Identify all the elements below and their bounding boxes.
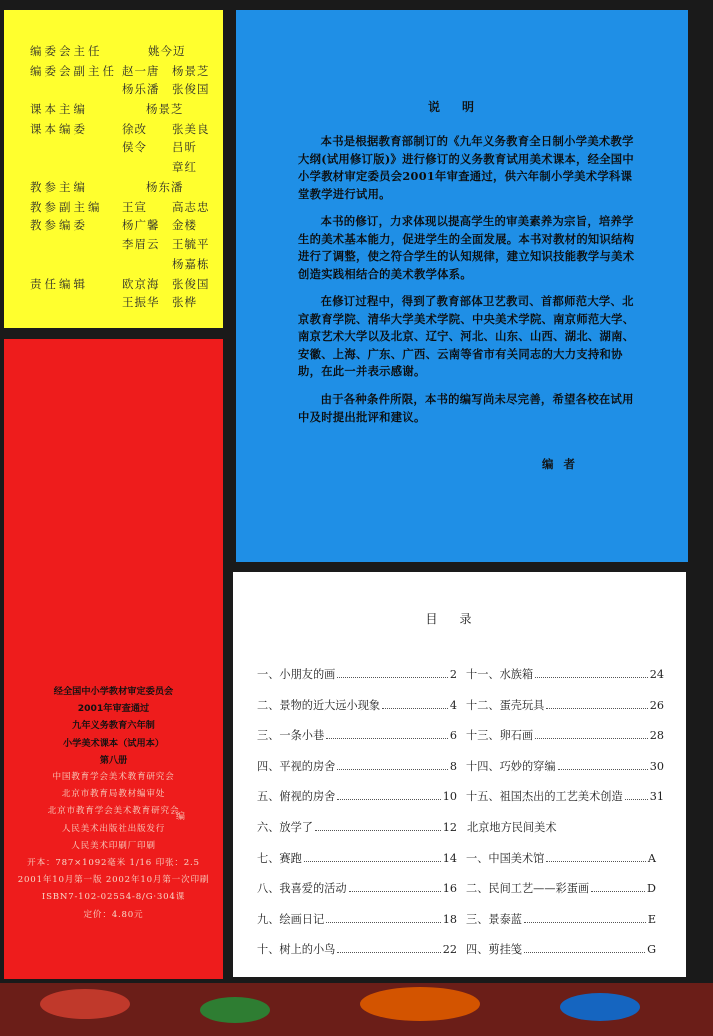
toc-entry — [466, 788, 664, 804]
toc-leader-dots — [591, 890, 645, 892]
credit-name: 杨乐潘 — [122, 82, 160, 96]
publication-detail: 开本：787×1092毫米 1/16 印张：2.5 — [27, 858, 200, 868]
credit-name: 杨广馨 — [122, 218, 160, 232]
credit-name: 欧京海 — [122, 277, 160, 291]
publication-detail: 定价：4.80元 — [83, 909, 144, 920]
publication-detail: ISBN7-102-02554-8/G·304课 — [41, 892, 186, 903]
credit-row — [30, 63, 215, 79]
toc-entry-page: 22 — [442, 943, 457, 957]
credit-name: 杨嘉栋 — [172, 257, 210, 271]
toc-entry-page: D — [647, 882, 656, 896]
credit-name: 王毓平 — [172, 237, 210, 251]
explanation-paragraph: 本书的修订，力求体现以提高学生的审美素养为宗旨，培养学生的美术基本能力，促进学生的全面发展。本书对教材的知识结构进行了调整，使之符合学生的认知规律，建立知识技能教学与美术创造实践相结合的美术教学体系。 — [298, 214, 635, 281]
toc-entry-page: 31 — [649, 790, 664, 804]
toc-entry — [466, 666, 664, 682]
toc-leader-dots — [337, 798, 440, 800]
toc-entry — [257, 758, 457, 774]
toc-entry-page: 26 — [649, 698, 664, 712]
toc-entry-title: 十四、巧妙的穿编 — [466, 759, 556, 773]
toc-leader-dots — [524, 921, 646, 923]
table-of-contents-panel — [233, 572, 686, 977]
toc-entry-page: 4 — [449, 698, 457, 712]
toc-entry-page: 14 — [442, 851, 457, 865]
toc-entry — [257, 850, 457, 866]
toc-leader-dots — [625, 798, 648, 800]
toc-section-heading: 北京地方民间美术 — [467, 821, 557, 834]
toc-entry-page: 18 — [442, 912, 457, 926]
credit-row — [30, 121, 215, 137]
toc-entry — [257, 941, 457, 957]
book-title-line: 第八册 — [99, 754, 128, 766]
credit-role: 编委会主任 — [30, 44, 103, 58]
toc-leader-dots — [326, 737, 448, 739]
toc-entry-title: 十二、蛋壳玩具 — [466, 698, 545, 712]
credit-name: 杨景芝 — [172, 64, 210, 78]
toc-entry-page: 2 — [449, 668, 457, 681]
toc-leader-dots — [326, 921, 441, 923]
toc-entry-page: E — [647, 912, 656, 926]
toc-entry-page: A — [647, 851, 656, 865]
credit-name: 徐改 — [122, 122, 147, 136]
credit-name: 杨景芝 — [146, 102, 184, 116]
credit-role: 编委会副主任 — [30, 64, 117, 78]
approval-line: 2001年审查通过 — [77, 703, 150, 715]
editorial-board-panel — [4, 10, 223, 328]
credit-name: 杨东潘 — [146, 180, 184, 194]
credit-row — [30, 256, 215, 272]
approval-line: 经全国中小学教材审定委员会 — [53, 686, 174, 697]
credit-name: 王宣 — [122, 200, 147, 214]
toc-entry-title: 九、绘画日记 — [257, 912, 325, 926]
credit-name: 赵一唐 — [122, 64, 160, 78]
toc-entry-title: 一、中国美术馆 — [466, 851, 545, 865]
toc-entry-title: 六、放学了 — [257, 821, 313, 834]
credit-row — [30, 217, 215, 233]
toc-entry — [257, 788, 457, 804]
credit-row — [30, 43, 215, 59]
toc-entry-title: 四、剪挂笺 — [466, 943, 522, 957]
credit-row — [30, 236, 215, 252]
toc-entry-title: 十五、祖国杰出的工艺美术创造 — [466, 790, 623, 804]
toc-entry-title: 十三、卵石画 — [466, 729, 534, 743]
toc-title: 目录 — [425, 612, 494, 626]
toc-leader-dots — [337, 951, 440, 953]
toc-leader-dots — [535, 676, 648, 678]
toc-entry-page: 16 — [442, 882, 457, 896]
toc-entry — [466, 758, 664, 774]
credit-role: 教参副主编 — [30, 200, 103, 214]
credit-name: 张桦 — [172, 295, 197, 309]
explanation-paragraph: 在修订过程中，得到了教育部体卫艺教司、首都师范大学、北京教育学院、清华大学美术学院、中央美术学院、南京师范大学、南京艺术大学以及北京、辽宁、河北、山东、山西、湖北、湖南、安徽、上海、广东、广西、云南等省市有关同志的大力支持和协助，在此一并表示感谢。 — [298, 294, 635, 378]
book-title-line: 九年义务教育六年制 — [72, 720, 155, 732]
explanation-paragraph: 由于各种条件所限，本书的编写尚未尽完善，希望各校在试用中及时提出批评和建议。 — [298, 392, 634, 424]
credit-role: 教参编委 — [30, 218, 88, 232]
book-title-line: 小学美术课本（试用本） — [62, 737, 165, 749]
publication-detail: 北京市教育学会美术教育研究会 — [47, 806, 180, 817]
publication-detail: 2001年10月第一版 2002年10月第一次印刷 — [17, 875, 210, 886]
toc-entry-title: 三、景泰蓝 — [466, 912, 522, 926]
toc-entry — [257, 697, 457, 713]
toc-leader-dots — [524, 951, 645, 953]
credit-row — [30, 179, 215, 195]
cover-art-strip — [0, 983, 713, 1036]
toc-entry — [466, 880, 656, 896]
editor-mark: 编 — [176, 812, 186, 822]
credit-name: 张美良 — [172, 122, 210, 136]
toc-entry — [257, 819, 457, 835]
credit-name: 金楼 — [172, 218, 197, 232]
toc-entry — [466, 850, 656, 866]
toc-entry-title: 十一、水族箱 — [466, 668, 534, 681]
credit-name: 姚今迈 — [148, 44, 186, 58]
toc-entry-title: 四、平视的房舍 — [257, 759, 336, 773]
toc-leader-dots — [349, 890, 441, 892]
toc-leader-dots — [546, 860, 646, 862]
toc-leader-dots — [382, 707, 448, 709]
credit-role: 课本编委 — [30, 122, 88, 136]
toc-entry-page: 30 — [649, 759, 664, 773]
toc-entry-title: 二、民间工艺——彩蛋画 — [466, 882, 590, 896]
toc-entry-title: 十、树上的小鸟 — [257, 943, 336, 957]
toc-leader-dots — [558, 768, 648, 770]
credit-name: 张俊国 — [172, 277, 210, 291]
toc-entry — [257, 880, 457, 896]
toc-entry-page: 6 — [449, 729, 457, 743]
toc-leader-dots — [337, 676, 448, 678]
publication-detail: 人民美术出版社出版发行 — [61, 823, 166, 834]
toc-entry-title: 二、景物的近大远小现象 — [257, 698, 381, 712]
toc-entry-page: 8 — [449, 759, 457, 773]
credit-name: 张俊国 — [172, 82, 210, 96]
toc-entry-title: 五、俯视的房舍 — [257, 790, 336, 804]
credit-row — [30, 276, 215, 292]
toc-leader-dots — [315, 829, 441, 831]
credit-row — [30, 101, 215, 117]
toc-entry-page: 10 — [442, 790, 457, 804]
toc-leader-dots — [304, 860, 441, 862]
explanation-paragraph: 本书是根据教育部制订的《九年义务教育全日制小学美术教学大纲(试用修订版)》进行修订的义务教育试用美术课本，经全国中小学教材审定委员会2001年审查通过，供六年制小学美术学科课堂教学进行试用。 — [298, 134, 635, 201]
publication-detail: 北京市教育局教材编审处 — [61, 789, 166, 800]
publication-detail: 人民美术印刷厂印刷 — [71, 840, 156, 851]
toc-entry-title: 一、小朋友的画 — [257, 668, 336, 681]
toc-entry-page: 24 — [649, 668, 664, 681]
explanation-panel — [236, 10, 688, 562]
credit-role: 课本主编 — [30, 102, 88, 116]
toc-entry-title: 八、我喜爱的活动 — [257, 882, 347, 896]
toc-entry — [466, 911, 656, 927]
credit-role: 教参主编 — [30, 180, 88, 194]
toc-entry-page: 12 — [442, 821, 457, 834]
credit-role: 责任编辑 — [30, 277, 88, 291]
credit-name: 高志忠 — [172, 200, 210, 214]
toc-entry-page: 28 — [649, 729, 664, 743]
credit-name: 吕昕 — [172, 140, 197, 154]
publication-info-panel — [4, 339, 223, 979]
toc-entry — [466, 697, 664, 713]
explanation-title: 说明 — [427, 100, 496, 114]
credit-name: 王振华 — [122, 295, 160, 309]
credit-row — [30, 81, 215, 97]
toc-entry — [257, 911, 457, 927]
credit-name: 章红 — [172, 160, 197, 174]
credit-row — [30, 294, 215, 310]
credit-row — [30, 139, 215, 155]
credit-name: 侯令 — [122, 140, 147, 154]
toc-leader-dots — [337, 768, 448, 770]
toc-entry-title: 三、一条小巷 — [257, 729, 325, 743]
toc-entry-title: 七、赛跑 — [257, 851, 302, 865]
credit-name: 李眉云 — [122, 237, 160, 251]
publication-detail: 中国教育学会美术教育研究会 — [52, 772, 175, 782]
toc-entry — [466, 727, 664, 743]
toc-entry — [466, 941, 656, 957]
toc-leader-dots — [535, 737, 648, 739]
toc-entry-page: G — [647, 943, 656, 957]
credit-row — [30, 159, 215, 175]
toc-entry — [257, 666, 457, 682]
credit-row — [30, 199, 215, 215]
toc-entry — [257, 727, 457, 743]
toc-leader-dots — [546, 707, 647, 709]
explanation-signature: 编者 — [542, 457, 585, 471]
